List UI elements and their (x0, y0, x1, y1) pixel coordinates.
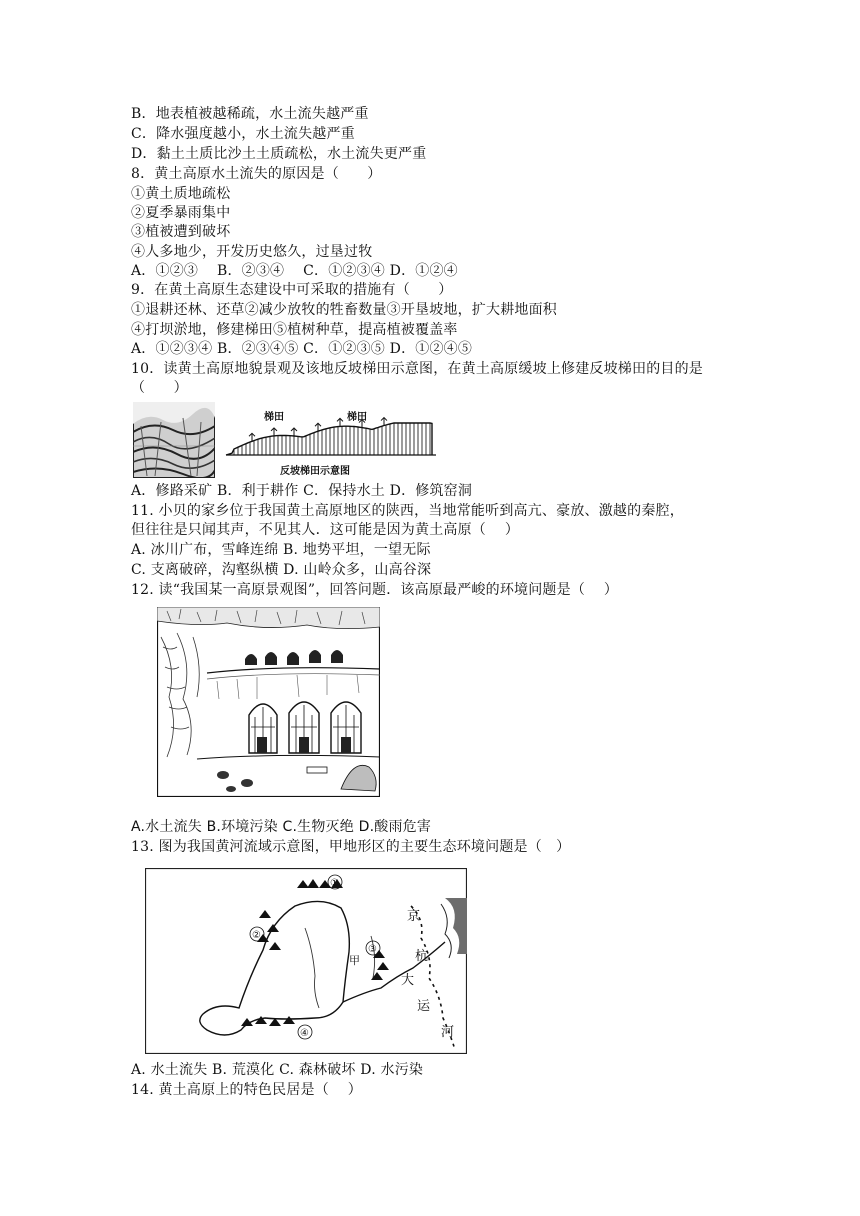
q10-stem: 10．读黄土高原地貌景观及该地反坡梯田示意图，在黄土高原缓坡上修建反坡梯田的目的是 (131, 361, 704, 377)
map-marker-1: ① (330, 878, 339, 889)
q7-option-d: D．黏土土质比沙土土质疏松，水土流失更严重 (131, 146, 427, 162)
map-marker-2: ② (252, 930, 261, 941)
q11-options-ab: A. 冰川广布，雪峰连绵 B. 地势平坦，一望无际 (131, 542, 431, 558)
q11-stem: 11. 小贝的家乡位于我国黄土高原地区的陕西，当地常能听到高亢、豪放、激越的秦腔， (131, 503, 684, 519)
terrace-label-right: 梯田 (347, 412, 367, 423)
q8-options: A．①②③ B．②③④ C．①②③④ D．①②④ (131, 263, 458, 279)
q14-stem: 14. 黄土高原上的特色民居是（ ） (131, 1082, 362, 1098)
q8-stem: 8．黄土高原水土流失的原因是（ ） (131, 166, 382, 182)
map-canal-char-4: 运 (417, 999, 431, 1014)
q13-stem: 13. 图为我国黄河流域示意图，甲地形区的主要生态环境问题是（ ） (131, 839, 571, 855)
q9-stem: 9．在黄土高原生态建设中可采取的措施有（ ） (131, 282, 453, 298)
terrace-caption: 反坡梯田示意图 (280, 466, 350, 477)
map-marker-3: ③ (368, 944, 377, 955)
map-canal-char-5: 河 (441, 1025, 455, 1040)
q10-stem-cont: （ ） (131, 380, 188, 396)
reverse-slope-terrace-diagram (222, 405, 438, 479)
q13-options: A. 水土流失 B. 荒漠化 C. 森林破坏 D. 水污染 (131, 1062, 424, 1078)
map-canal-char-3: 大 (401, 973, 415, 988)
q9-measures-line-1: ①退耕还林、还草②减少放牧的牲畜数量③开垦坡地，扩大耕地面积 (131, 302, 557, 318)
q11-options-cd: C. 支离破碎，沟壑纵横 D. 山岭众多，山高谷深 (131, 562, 432, 578)
q8-item-4: ④人多地少，开发历史悠久，过垦过牧 (131, 244, 373, 260)
map-canal-char-1: 京 (407, 909, 421, 924)
q10-options: A．修路采矿 B．利于耕作 C．保持水土 D．修筑窑洞 (131, 483, 473, 499)
q8-item-3: ③植被遭到破坏 (131, 224, 231, 240)
q12-stem: 12. 读“我国某一高原景观图”，回答问题．该高原最严峻的环境问题是（ ） (131, 582, 619, 598)
loess-landscape-photo (133, 402, 215, 478)
q11-stem-cont: 但往往是只闻其声，不见其人．这可能是因为黄土高原（ ） (131, 522, 520, 538)
yellow-river-basin-map (145, 868, 467, 1054)
q9-measures-line-2: ④打坝淤地，修建梯田⑤植树种草，提高植被覆盖率 (131, 322, 458, 338)
map-marker-4: ④ (300, 1028, 309, 1039)
plateau-landscape-cave-dwellings (157, 607, 380, 797)
map-label-jia: 甲 (349, 954, 360, 967)
q8-item-2: ②夏季暴雨集中 (131, 205, 231, 221)
q9-options: A．①②③④ B．②③④⑤ C．①②③⑤ D．①②④⑤ (131, 341, 473, 357)
terrace-label-left: 梯田 (264, 412, 284, 423)
q12-options: A.水土流失 B.环境污染 C.生物灭绝 D.酸雨危害 (131, 819, 432, 835)
q8-item-1: ①黄土质地疏松 (131, 186, 231, 202)
q7-option-b: B．地表植被越稀疏，水土流失越严重 (131, 106, 369, 122)
q7-option-c: C．降水强度越小，水土流失越严重 (131, 126, 355, 142)
map-canal-char-2: 杭 (415, 949, 429, 964)
